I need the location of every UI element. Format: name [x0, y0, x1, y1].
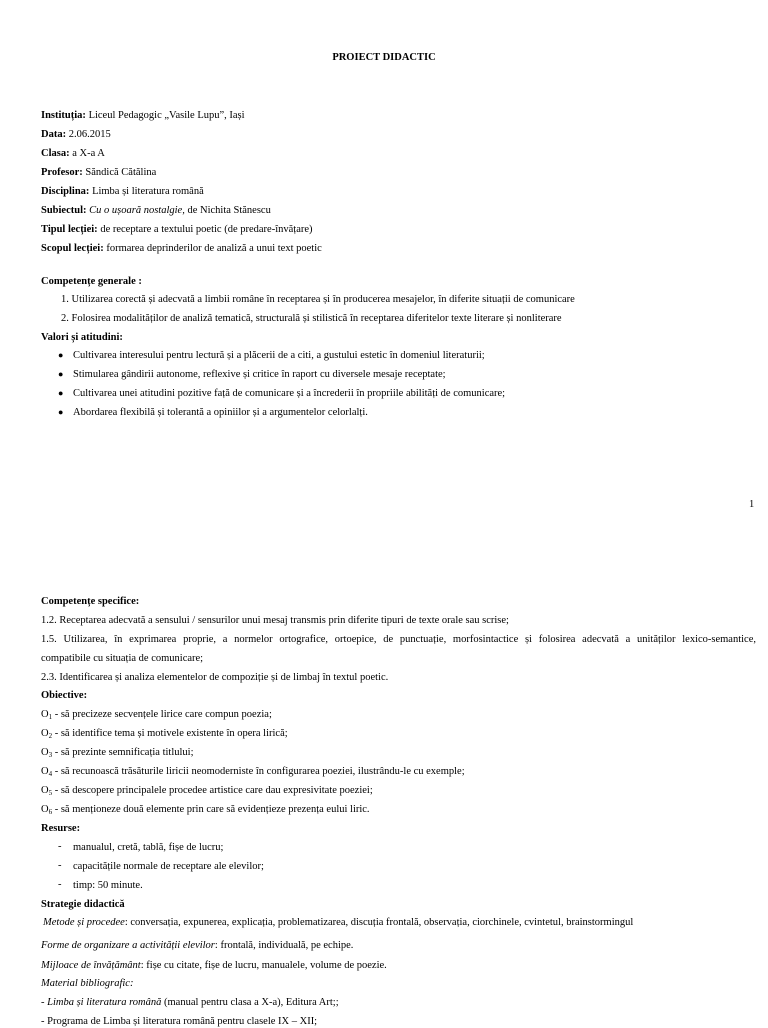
strategie-heading: Strategie didactică: [41, 899, 125, 910]
info-label: Data:: [41, 129, 67, 140]
document-title: PROIECT DIDACTIC: [332, 52, 436, 63]
info-label: Profesor:: [41, 167, 83, 178]
info-data: [41, 128, 111, 141]
bullet-icon: ●: [58, 369, 64, 379]
competente-specifice-heading: Competențe specifice:: [41, 596, 140, 607]
competenta-specifica-item: 1.5. Utilizarea, în exprimarea proprie, a normelor ortografice, ortoepice, de punctuație, morfosintactice și folosirea adecvată a unităților lexico-semantice,: [41, 634, 756, 645]
dash-marker: -: [58, 879, 62, 890]
info-value: de Nichita Stănescu: [184, 205, 271, 216]
mijloace-line: Mijloace de învățământ: fișe cu citate, fișe de lucru, manualele, volume de poezie.: [41, 960, 387, 971]
metode-line: Metode și procedee: conversația, expunerea, explicația, problematizarea, discuția frontală, observația, ciorchinele, cvintetul, brainstormingul: [43, 917, 634, 928]
competenta-specifica-item: 1.2. Receptarea adecvată a sensului / sensurilor unui mesaj transmis prin diferite tipuri de texte orale sau scrise;: [41, 615, 509, 626]
competente-generale-heading: Competențe generale :: [41, 276, 142, 287]
dash-marker: -: [58, 860, 62, 871]
info-value: de receptare a textului poetic (de predare-învățare): [97, 224, 313, 235]
forme-line: Forme de organizare a activității elevilor: frontală, individuală, pe echipe.: [41, 940, 354, 951]
info-label: Disciplina:: [41, 186, 90, 197]
competenta-specifica-item: 2.3. Identificarea și analiza elementelor de compoziție și de limbaj în textul poetic.: [41, 672, 389, 683]
bullet-icon: ●: [58, 407, 64, 417]
valori-item: Cultivarea unei atitudini pozitive față de comunicare și a încrederii în propriile abilități de comunicare;: [73, 388, 506, 399]
obiectiv-item: $O_5$ - să descopere principalele procedee artistice care dau expresivitate poeziei;: [41, 785, 373, 797]
info-tipul: [41, 223, 313, 236]
info-value: formarea deprinderilor de analiză a unui text poetic: [103, 243, 322, 254]
competenta-generala-item: 1. Utilizarea corectă și adecvată a limbii române în receptarea și în producerea mesajelor, în diferite situații de comunicare: [61, 294, 575, 305]
info-label: Subiectul:: [41, 205, 87, 216]
competenta-generala-item: 2. Folosirea modalităților de analiză tematică, structurală și stilistică în receptarea diferitelor texte literare și nonliterare: [61, 313, 562, 324]
info-clasa: [41, 147, 105, 160]
bullet-icon: ●: [58, 350, 64, 360]
info-label: Scopul lecției:: [41, 243, 104, 254]
info-label: Tipul lecției:: [41, 224, 98, 235]
info-institutia: [41, 109, 245, 122]
obiectiv-item: $O_4$ - să recunoască trăsăturile liricii neomoderniste în configurarea poeziei, ilustrându-le cu exemple;: [41, 766, 465, 778]
info-label: Clasa:: [41, 148, 70, 159]
dash-marker: -: [58, 841, 62, 852]
obiectiv-item: $O_6$ - să menționeze două elemente prin care să evidențieze prezența eului liric.: [41, 804, 370, 816]
info-subiectul: [41, 204, 271, 217]
bibliografie-item: - Programa de Limba și literatura română pentru clasele IX – XII;: [41, 1016, 318, 1027]
info-value-italic: Cu o ușoară nostalgie,: [86, 205, 185, 216]
obiective-heading: Obiective:: [41, 690, 88, 701]
info-value: Liceul Pedagogic „Vasile Lupu”, Iași: [85, 110, 245, 121]
info-label: Instituția:: [41, 110, 86, 121]
bullet-icon: ●: [58, 388, 64, 398]
bibliografie-item: - Limba și literatura română (manual pentru clasa a X-a), Editura Art;;: [41, 997, 339, 1008]
info-scopul: [41, 242, 322, 255]
obiectiv-item: $O_2$ - să identifice tema și motivele existente în opera lirică;: [41, 728, 288, 740]
competenta-specifica-continuation: compatibile cu situația de comunicare;: [41, 653, 204, 664]
resurse-item: timp: 50 minute.: [73, 880, 143, 891]
resurse-item: capacitățile normale de receptare ale elevilor;: [73, 861, 264, 872]
info-disciplina: [41, 185, 204, 198]
resurse-heading: Resurse:: [41, 823, 81, 834]
valori-heading: Valori și atitudini:: [41, 332, 123, 343]
obiectiv-item: $O_3$ - să prezinte semnificația titlului;: [41, 747, 194, 759]
info-profesor: [41, 166, 156, 179]
info-value: a X-a A: [69, 148, 105, 159]
valori-item: Cultivarea interesului pentru lectură și a plăcerii de a citi, a gustului estetic în domeniul literaturii;: [73, 350, 485, 361]
material-bibliografic-heading: Material bibliografic:: [41, 978, 134, 989]
info-value: 2.06.2015: [66, 129, 111, 140]
page-number: 1: [749, 499, 755, 510]
info-value: Săndică Cătălina: [82, 167, 157, 178]
valori-item: Abordarea flexibilă și tolerantă a opiniilor și a argumentelor celorlalți.: [73, 407, 368, 418]
resurse-item: manualul, cretă, tablă, fișe de lucru;: [73, 842, 224, 853]
valori-item: Stimularea gândirii autonome, reflexive și critice în raport cu diversele mesaje receptate;: [73, 369, 446, 380]
obiectiv-item: $O_1$ - să precizeze secvențele lirice care compun poezia;: [41, 709, 272, 721]
info-value: Limba și literatura română: [89, 186, 204, 197]
